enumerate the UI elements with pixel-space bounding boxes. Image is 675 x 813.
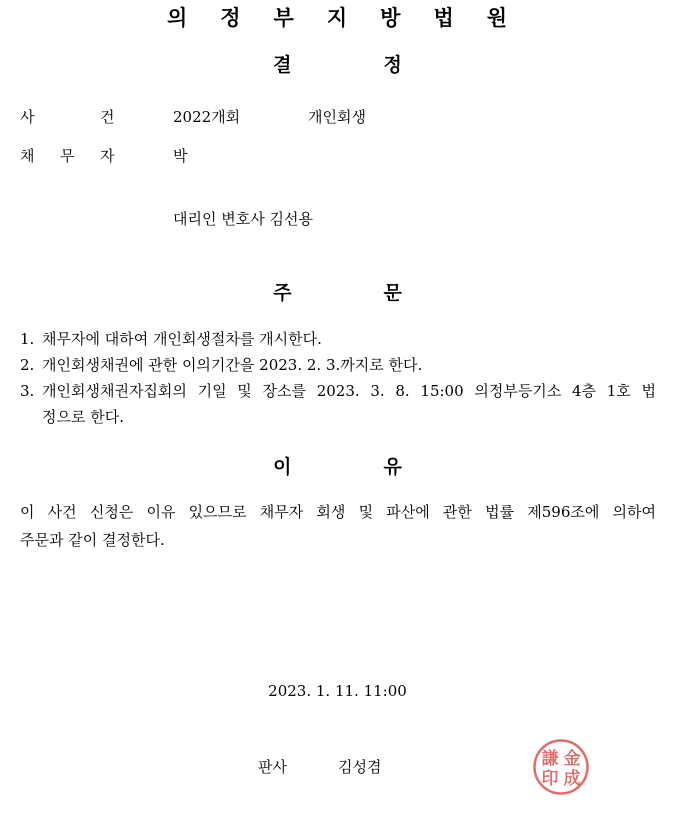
order-heading-char: 문 (383, 282, 402, 304)
debtor-label-char: 무 (60, 147, 75, 165)
svg-text:金: 金 (563, 749, 581, 769)
order-item (20, 352, 656, 378)
debtor-label-char: 자 (100, 147, 115, 165)
svg-text:成: 成 (563, 769, 581, 789)
judge-seal (532, 738, 590, 796)
order-item (20, 378, 656, 404)
court-name-char: 부 (273, 6, 295, 30)
document-type-char: 결 (273, 54, 292, 76)
reason-paragraph (20, 498, 656, 554)
case-number: 2022개회 (173, 108, 241, 126)
debtor-representative: 대리인 변호사 김선용 (173, 210, 313, 228)
court-name-char: 지 (326, 6, 349, 30)
reason-heading-char: 유 (383, 456, 402, 478)
decision-date: 2023. 1. 11. 11:00 (268, 682, 407, 700)
court-name-char: 원 (486, 6, 509, 30)
order-item (20, 326, 656, 352)
reason-heading (0, 452, 675, 479)
order-item-text: 개인회생채권자집회의 기일 및 장소를 2023. 3. 8. 15:00 의정부등기소 4층 1호 법 (42, 382, 656, 400)
court-name-char: 의 (166, 6, 189, 30)
order-item-text-continued: 정으로 한다. (42, 408, 124, 426)
seal-graphic (532, 738, 590, 796)
case-label (20, 106, 150, 126)
order-item-text: 채무자에 대하여 개인회생절차를 개시한다. (42, 330, 322, 348)
debtor-label-char: 채 (20, 147, 35, 165)
document-type (0, 50, 675, 77)
court-name-char: 정 (220, 6, 242, 30)
document-type-char: 정 (383, 54, 402, 76)
court-name-char: 법 (433, 6, 455, 30)
case-label-char: 사 (20, 108, 35, 126)
judge-title: 판사 (258, 758, 287, 776)
order-list (20, 326, 656, 430)
debtor-name: 박 (173, 147, 188, 165)
svg-text:印: 印 (541, 769, 559, 789)
court-name (0, 2, 675, 32)
order-heading (0, 278, 675, 305)
order-heading-char: 주 (273, 282, 292, 304)
order-item-number: 2. (20, 356, 35, 374)
reason-heading-char: 이 (273, 456, 292, 478)
order-item-number: 1. (20, 330, 35, 348)
svg-text:謙: 謙 (541, 749, 559, 769)
case-label-char: 건 (100, 108, 115, 126)
debtor-label (20, 145, 150, 165)
judge-name: 김성겸 (338, 758, 382, 776)
court-name-char: 방 (380, 6, 402, 30)
order-item-continuation (20, 404, 656, 430)
order-item-number: 3. (20, 382, 35, 400)
reason-line: 이 사건 신청은 이유 있으므로 채무자 회생 및 파산에 관한 법률 제596조에 의하여 (20, 503, 656, 521)
reason-line: 주문과 같이 결정한다. (20, 531, 165, 549)
case-type: 개인회생 (308, 108, 366, 126)
order-item-text: 개인회생채권에 관한 이의기간을 2023. 2. 3.까지로 한다. (42, 356, 423, 374)
